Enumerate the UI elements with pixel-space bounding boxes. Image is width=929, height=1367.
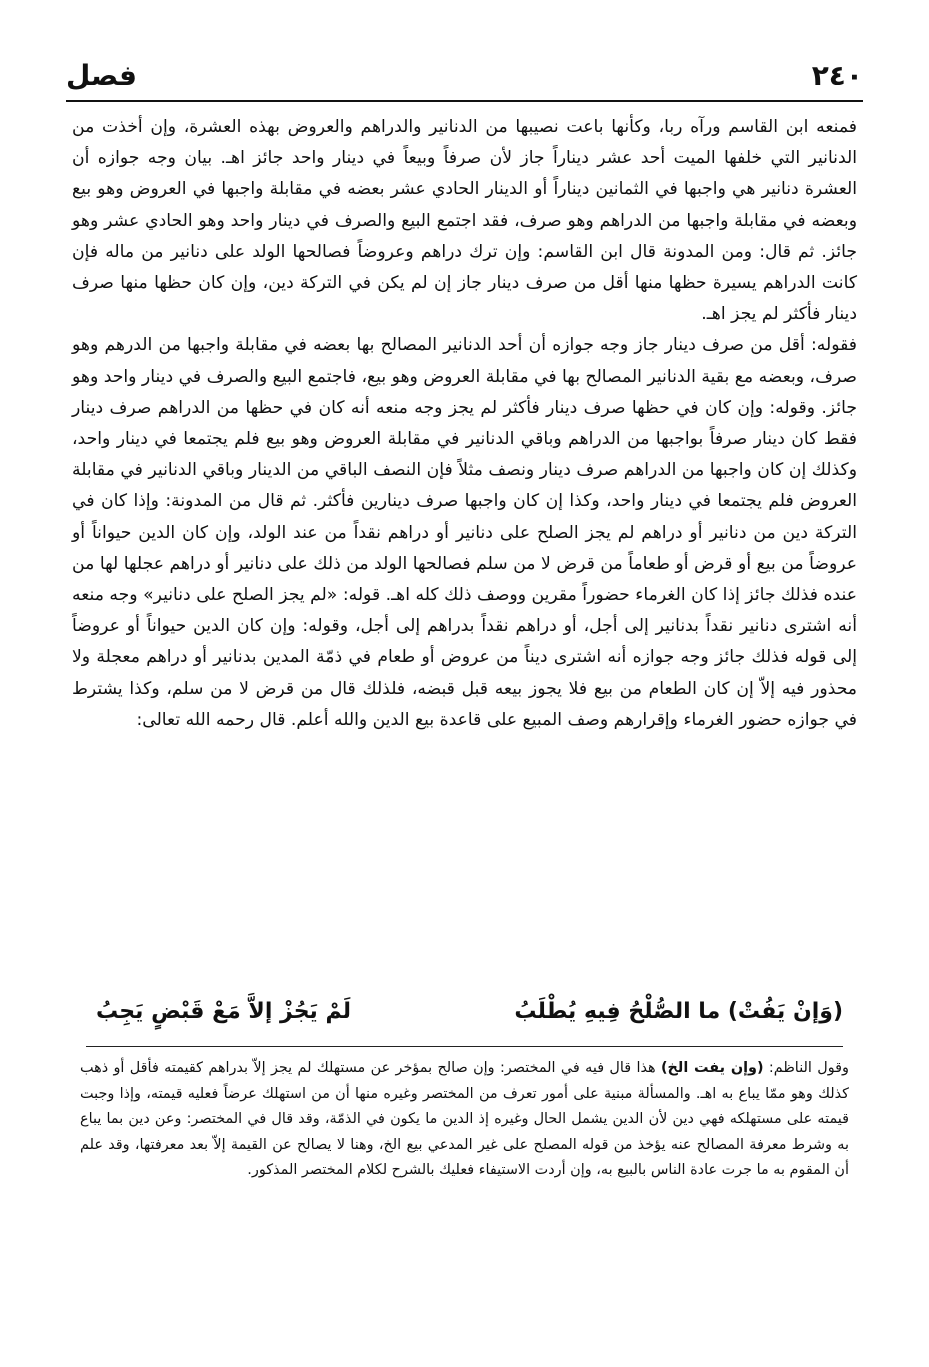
footnote-intro: وقول الناظم: <box>763 1060 849 1076</box>
footnote-divider <box>86 1046 843 1047</box>
main-paragraph: فقوله: أقل من صرف دينار جاز وجه جوازه أن أحد الدنانير المصالح بها بعضه في مقابلة واجبها من الدرهم وهو صرف، وبعضه مع بقية الدنانير المصالح بها في مقابلة العروض وهو بيع، فاجتمع البيع والصرف في دينار واحد وهو جائز. وقوله: وإن كان في حظها صرف دينار فأكثر لم يجز وجه منعه أنه كان في حظها من الدراهم صرف دينار فقط كان دينار صرفاً بواجبها من الدراهم وباقي الدنانير في مقابلة العروض وهو بيع فلم يجتمعا في دينار واحد، وكذلك إن كان واجبها من الدراهم صرف دينار ونصف مثلاً فإن النصف الباقي من الدينار وباقي الدنانير في مقابلة العروض فلم يجتمعا في دينار واحد، وكذا إن كان واجبها صرف دينارين فأكثر. ثم قال من المدونة: وإذا كان في التركة دين من دنانير أو دراهم لم يجز الصلح على دنانير أو دراهم نقداً من عند الولد، وإن كان الدين حيواناً أو عروضاً من بيع أو قرض أو طعاماً من قرض لا من سلم فصالحها الولد من ذلك على دنانير أو دراهم عجلها لها من عنده فذلك جائز إذا كان الغرماء حضوراً مقرين ووصف ذلك كله اهـ. قوله: «لم يجز الصلح على دنانير» وجه منعه أنه اشترى دنانير نقداً بدنانير إلى أجل، أو دراهم نقداً بدراهم إلى أجل، وقوله: وإن كان الدين حيواناً أو عروضاً إلى قوله فذلك جائز وجه جوازه أنه اشترى ديناً من عروض أو طعام في ذمّة المدين بدنانير أو دراهم معجلة ولا محذور فيه إلاّ إن كان الطعام من بيع فلا يجوز بيعه قبل قبضه، فلذلك قال من قرض لا من سلم، وكذا يشترط في جوازه حضور الغرماء وإقرارهم وصف المبيع على قاعدة بيع الدين والله أعلم. قال رحمه الله تعالى: <box>72 335 857 730</box>
footnote <box>80 1056 849 1184</box>
section-title: فصل <box>66 59 137 92</box>
footnote-quote: (وإن يفت الخ) <box>660 1060 764 1076</box>
footnote-text: هذا قال فيه في المختصر: وإن صالح بمؤخر عن مستهلك لم يجز إلاّ بدراهم كقيمته فأقل أو ذهب كذلك وهو ممّا يباع به اهـ. والمسألة مبنية على أمور تعرف من المختصر وغيره منها أن من استهلك عرضاً فعليه قيمته، وإذا وجبت قيمته على مستهلكه فهي دين لأن الدين يشمل الحال وغيره إذ الدين ما يكون في الذمّة، وقد قال في المختصر: وعن دين بما يباع به وشرط معرفة المصالح عنه يؤخذ من قوله المصلح على غير المدعي بيع الخ، وهنا لا يصالح عن القيمة إلاّ بعد معرفتها، وقد علم أن المقوم به ما جرت عادة الناس بالبيع به، وإن أردت الاستيفاء فعليك بالشرح لكلام المختصر المذكور. <box>80 1060 849 1179</box>
page-number: ٢٤٠ <box>811 59 863 92</box>
main-text <box>72 112 857 736</box>
page-header <box>66 56 863 102</box>
footnote-paragraph <box>80 1056 849 1184</box>
verse-first-hemistich: (وَإنْ يَفُتْ) ما الصُّلْحُ فِيهِ يُطْلَبُ <box>514 999 843 1024</box>
poem-verse <box>96 990 843 1034</box>
verse-second-hemistich: لَمْ يَجُزْ إلاَّ مَعْ قَبْضٍ يَجِبُ <box>96 999 351 1024</box>
main-paragraph: فمنعه ابن القاسم ورآه ربا، وكأنها باعت نصيبها من الدنانير والدراهم والعروض بهذه العشرة، وإن أخذت من الدنانير التي خلفها الميت أحد عشر ديناراً جاز لأن صرفاً وبيعاً في دينار واحد جائز اهـ. بيان وجه جوازه أن العشرة دنانير هي واجبها في الثمانين ديناراً أو الدينار الحادي عشر بعضه في مقابلة واجبها في العروض وهو بيع وبعضه في مقابلة واجبها من الدراهم وهو صرف، فقد اجتمع البيع والصرف في دينار واحد وهو الحادي عشر وهو جائز. ثم قال: ومن المدونة قال ابن القاسم: وإن ترك دراهم وعروضاً فصالحها الولد على دنانير من ماله فإن كانت الدراهم يسيرة حظها منها أقل من صرف دينار جاز إن لم يكن في التركة دين، وإن كان حظها منها صرف دينار فأكثر لم يجز اهـ. <box>72 117 857 325</box>
